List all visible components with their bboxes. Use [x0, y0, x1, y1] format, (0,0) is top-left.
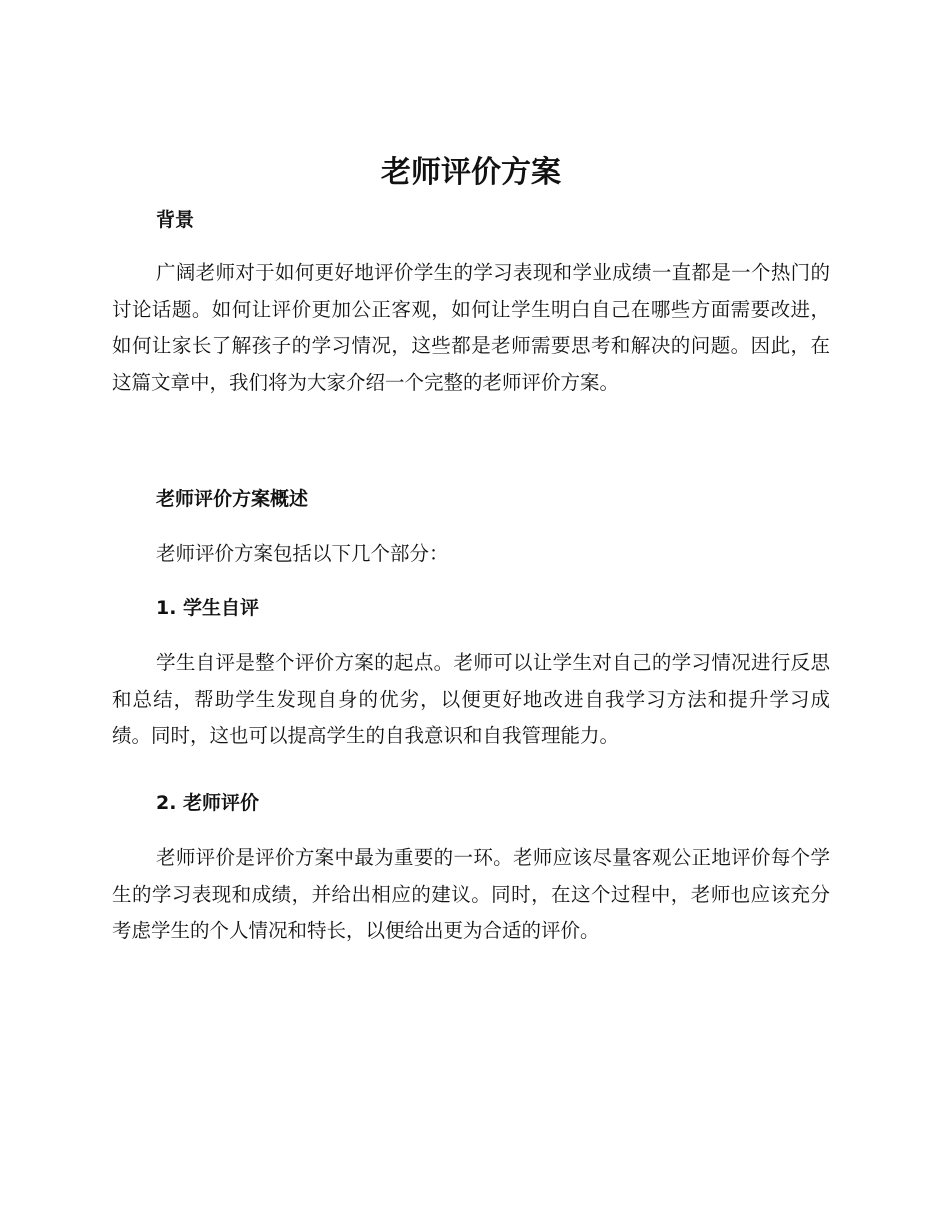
- section-paragraph-background: 广阔老师对于如何更好地评价学生的学习表现和学业成绩一直都是一个热门的讨论话题。如何让评价更加公正客观，如何让学生明白自己在哪些方面需要改进，如何让家长了解孩子的学习情况，这些都是老师需要思考和解决的问题。因此，在这篇文章中，我们将为大家介绍一个完整的老师评价方案。: [112, 261, 830, 394]
- section-heading-overview: 老师评价方案概述: [156, 488, 309, 510]
- section-paragraph-teacher-evaluation: 老师评价是评价方案中最为重要的一环。老师应该尽量客观公正地评价每个学生的学习表现和成绩，并给出相应的建议。同时，在这个过程中，老师也应该充分考虑学生的个人情况和特长，以便给出更为合适的评价。: [112, 846, 830, 942]
- section-heading-teacher-evaluation: 2. 老师评价: [156, 792, 260, 814]
- document-title: 老师评价方案: [381, 155, 561, 190]
- section-paragraph-student-self-evaluation: 学生自评是整个评价方案的起点。老师可以让学生对自己的学习情况进行反思和总结，帮助学生发现自身的优劣，以便更好地改进自我学习方法和提升学习成绩。同时，这也可以提高学生的自我意识和自我管理能力。: [112, 651, 830, 747]
- section-heading-student-self-evaluation: 1. 学生自评: [156, 597, 260, 619]
- section-paragraph-overview: 老师评价方案包括以下几个部分：: [156, 542, 449, 565]
- section-heading-background: 背景: [156, 209, 195, 231]
